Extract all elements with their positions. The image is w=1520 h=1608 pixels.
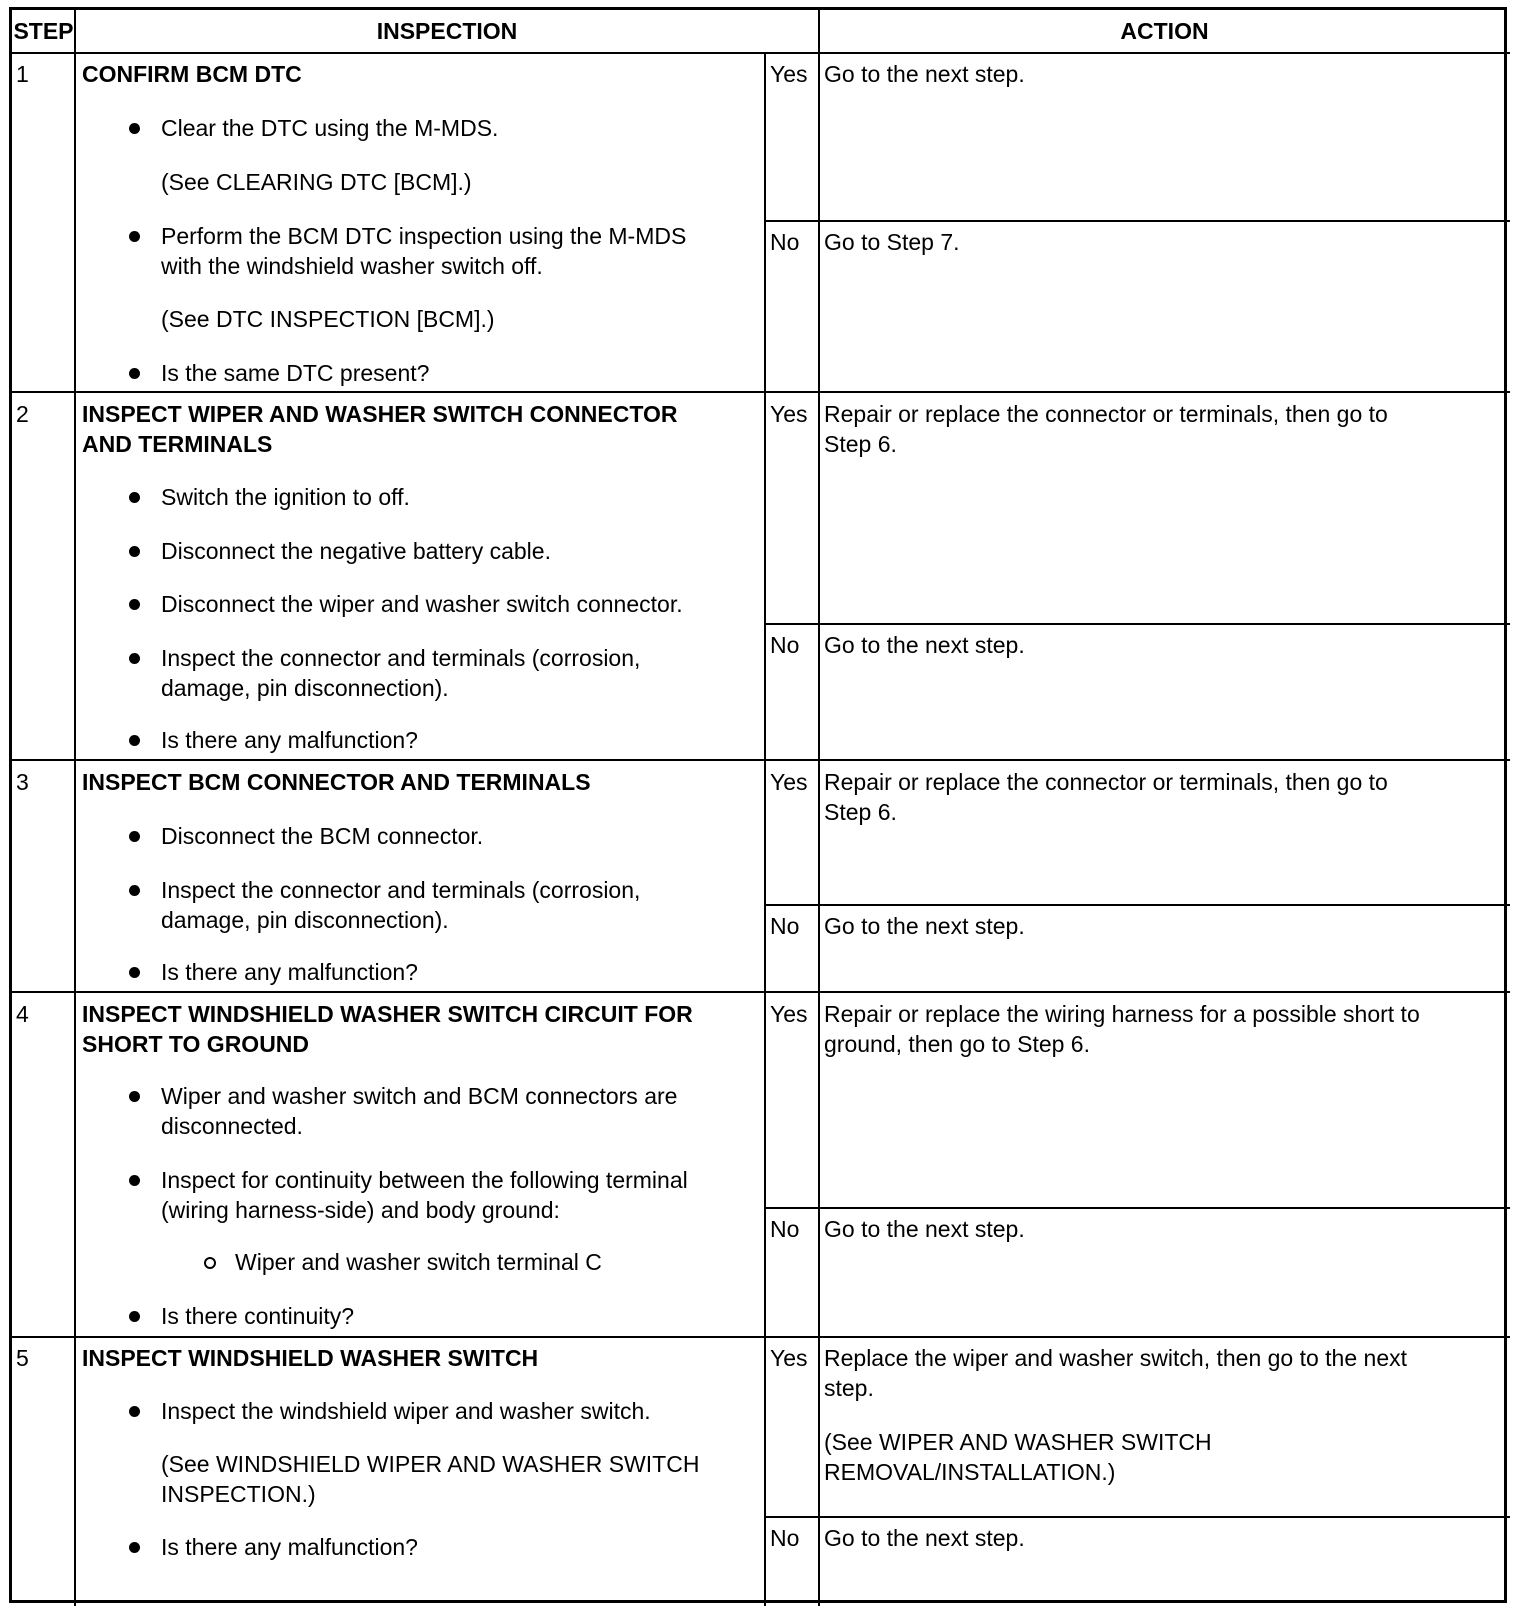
yes-action: Step 6. bbox=[824, 431, 897, 457]
yes-action: Repair or replace the connector or terminals, then go to bbox=[824, 769, 1388, 795]
column-divider-action bbox=[818, 10, 820, 1606]
step-title: INSPECT WINDSHIELD WASHER SWITCH CIRCUIT FOR bbox=[82, 1001, 693, 1027]
row-divider bbox=[12, 991, 1510, 993]
inspection-item: disconnected. bbox=[161, 1113, 303, 1139]
yes-no-divider bbox=[765, 1516, 1510, 1518]
yes-action: step. bbox=[824, 1375, 874, 1401]
inspection-item: Is there continuity? bbox=[161, 1303, 355, 1329]
inspection-item: Clear the DTC using the M-MDS. bbox=[161, 115, 499, 141]
yes-no-divider bbox=[765, 220, 1510, 222]
inspection-item: Disconnect the negative battery cable. bbox=[161, 538, 551, 564]
step-title: INSPECT WINDSHIELD WASHER SWITCH bbox=[82, 1345, 539, 1371]
column-divider-step bbox=[74, 10, 76, 1606]
no-label: No bbox=[770, 1216, 800, 1242]
yes-action: ground, then go to Step 6. bbox=[824, 1031, 1090, 1057]
no-action: Go to the next step. bbox=[824, 1216, 1025, 1242]
reference-text: (See DTC INSPECTION [BCM].) bbox=[161, 306, 495, 332]
inspection-item: Is the same DTC present? bbox=[161, 360, 430, 386]
row-divider bbox=[12, 1336, 1510, 1338]
inspection-item: Switch the ignition to off. bbox=[161, 484, 410, 510]
inspection-item: Is there any malfunction? bbox=[161, 959, 418, 985]
step-title: AND TERMINALS bbox=[82, 431, 273, 457]
step-number: 4 bbox=[16, 1001, 29, 1027]
inspection-item: Is there any malfunction? bbox=[161, 727, 418, 753]
yes-label: Yes bbox=[770, 1001, 808, 1027]
inspection-item: Inspect the windshield wiper and washer switch. bbox=[161, 1398, 651, 1424]
step-number: 5 bbox=[16, 1345, 29, 1371]
yes-action: REMOVAL/INSTALLATION.) bbox=[824, 1459, 1116, 1485]
inspection-item: Wiper and washer switch and BCM connectors are bbox=[161, 1083, 678, 1109]
inspection-item: damage, pin disconnection). bbox=[161, 907, 449, 933]
step-title: CONFIRM BCM DTC bbox=[82, 61, 302, 87]
yes-no-divider bbox=[765, 904, 1510, 906]
step-title: INSPECT WIPER AND WASHER SWITCH CONNECTOR bbox=[82, 401, 678, 427]
header-action: ACTION bbox=[1120, 18, 1209, 44]
yes-label: Yes bbox=[770, 61, 808, 87]
yes-action: Repair or replace the wiring harness for a possible short to bbox=[824, 1001, 1420, 1027]
inspection-item: (wiring harness-side) and body ground: bbox=[161, 1197, 560, 1223]
yes-action: Replace the wiper and washer switch, then go to the next bbox=[824, 1345, 1408, 1371]
step-number: 1 bbox=[16, 61, 29, 87]
yes-no-divider bbox=[765, 623, 1510, 625]
no-action: Go to the next step. bbox=[824, 1525, 1025, 1551]
inspection-item: Inspect the connector and terminals (corrosion, bbox=[161, 645, 641, 671]
yes-action: (See WIPER AND WASHER SWITCH bbox=[824, 1429, 1212, 1455]
inspection-item: Disconnect the wiper and washer switch connector. bbox=[161, 591, 683, 617]
header-inspection: INSPECTION bbox=[376, 18, 518, 44]
reference-text: (See WINDSHIELD WIPER AND WASHER SWITCH bbox=[161, 1451, 700, 1477]
yes-label: Yes bbox=[770, 401, 808, 427]
row-divider bbox=[12, 391, 1510, 393]
yes-action: Repair or replace the connector or terminals, then go to bbox=[824, 401, 1388, 427]
inspection-item: Wiper and washer switch terminal C bbox=[235, 1249, 602, 1275]
inspection-item: with the windshield washer switch off. bbox=[161, 253, 543, 279]
column-divider-yes-no bbox=[764, 53, 766, 1606]
no-label: No bbox=[770, 1525, 800, 1551]
row-divider bbox=[12, 759, 1510, 761]
no-action: Go to the next step. bbox=[824, 632, 1025, 658]
step-number: 2 bbox=[16, 401, 29, 427]
yes-no-divider bbox=[765, 1207, 1510, 1209]
inspection-item: Perform the BCM DTC inspection using the M-MDS bbox=[161, 223, 687, 249]
step-title: INSPECT BCM CONNECTOR AND TERMINALS bbox=[82, 769, 591, 795]
inspection-item: damage, pin disconnection). bbox=[161, 675, 449, 701]
yes-label: Yes bbox=[770, 769, 808, 795]
inspection-item: Inspect for continuity between the following terminal bbox=[161, 1167, 688, 1193]
inspection-item: Inspect the connector and terminals (corrosion, bbox=[161, 877, 641, 903]
step-title: SHORT TO GROUND bbox=[82, 1031, 310, 1057]
no-label: No bbox=[770, 913, 800, 939]
yes-action: Step 6. bbox=[824, 799, 897, 825]
header-step: STEP bbox=[13, 18, 74, 44]
yes-action: Go to the next step. bbox=[824, 61, 1025, 87]
step-number: 3 bbox=[16, 769, 29, 795]
no-label: No bbox=[770, 632, 800, 658]
yes-label: Yes bbox=[770, 1345, 808, 1371]
no-label: No bbox=[770, 229, 800, 255]
inspection-table bbox=[9, 7, 1507, 1603]
no-action: Go to the next step. bbox=[824, 913, 1025, 939]
reference-text: (See CLEARING DTC [BCM].) bbox=[161, 169, 472, 195]
inspection-item: Is there any malfunction? bbox=[161, 1534, 418, 1560]
no-action: Go to Step 7. bbox=[824, 229, 960, 255]
reference-text: INSPECTION.) bbox=[161, 1481, 316, 1507]
inspection-item: Disconnect the BCM connector. bbox=[161, 823, 484, 849]
